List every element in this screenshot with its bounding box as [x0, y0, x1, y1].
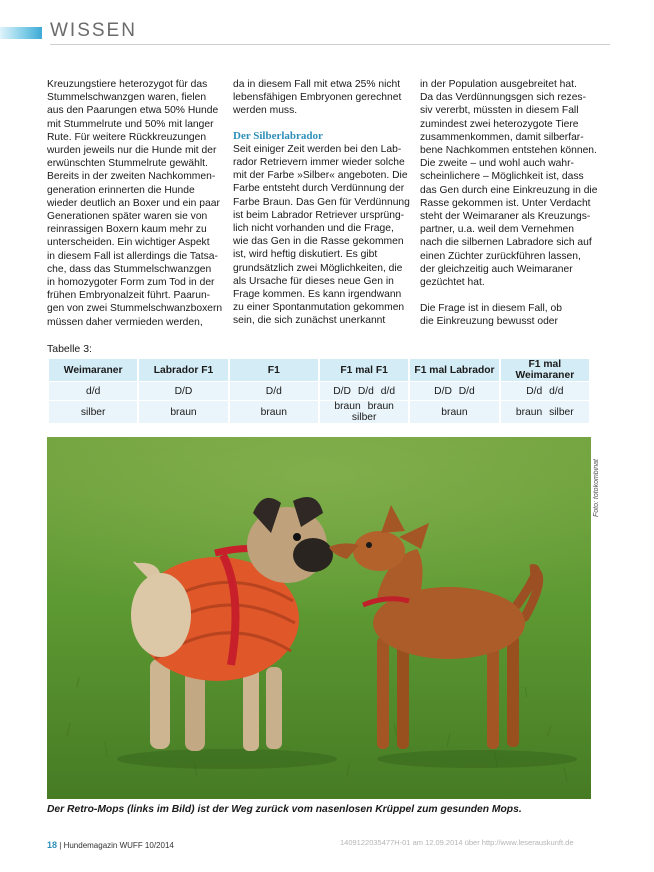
table-cell: braun braun silber	[320, 401, 408, 423]
table-cell: D/d	[230, 382, 318, 400]
magazine-name: Hundemagazin WUFF 10/2014	[63, 841, 174, 850]
dogs-photo	[47, 437, 591, 799]
text-column-1	[47, 78, 225, 329]
paragraph: da in diesem Fall mit etwa 25% nicht lebensfähigen Embryonen gerechnet werden muss.	[233, 79, 402, 117]
table-cell: braun	[139, 401, 227, 423]
page-number: 18	[47, 840, 58, 850]
photo-caption: Der Retro-Mops (links im Bild) ist der Weg zurück vom nasenlosen Krüppel zum gesunden Mops.	[47, 804, 522, 815]
header-rule	[50, 44, 610, 45]
table-cell: D/D D/d	[410, 382, 498, 400]
subheading: Der Silberlabrador	[233, 129, 323, 142]
table-cell: D/d d/d	[501, 382, 589, 400]
section-title: WISSEN	[50, 20, 137, 41]
footer-divider: |	[59, 841, 64, 850]
table-header-row	[49, 359, 589, 381]
text-column-3	[420, 78, 598, 329]
paragraph: Die Frage ist in diesem Fall, ob die Einkreuzung bewusst oder	[420, 303, 562, 328]
table-cell: braun	[410, 401, 498, 423]
table-row	[49, 401, 589, 423]
table-cell: d/d	[49, 382, 137, 400]
table-caption: Tabelle 3:	[47, 343, 92, 355]
table-header-cell: F1 mal Weimaraner	[501, 359, 589, 381]
table-header-cell: Labrador F1	[139, 359, 227, 381]
table-header-cell: F1	[230, 359, 318, 381]
table-header-cell: F1 mal F1	[320, 359, 408, 381]
section-accent-bar	[0, 27, 42, 39]
photo-credit: Foto: fotokombinat	[593, 459, 600, 517]
table-cell: braun	[230, 401, 318, 423]
table-cell: D/D	[139, 382, 227, 400]
download-watermark: 1409122035477H-01 am 12.09.2014 über http://www.leserauskunft.de	[340, 838, 574, 847]
table-header-cell: F1 mal Labrador	[410, 359, 498, 381]
paragraph: in der Population ausgebreitet hat. Da das Verdünnungsgen sich rezes- siv vererbt, müssten in diesem Fall zumindest zwei heterozygote Tiere zusammenkommen, damit silberfar- bene Nachkommen entstehen können. Die zweite – und wohl auch wahr- scheinlichere – Möglichkeit ist, dass das Gen durch eine Einkreuzung in die Rasse gekommen ist. Unter Verdacht steht der Weimaraner als Kreuzungs- partner, u.a. weil dem Vernehmen nach die silbernen Labradore sich auf einen Züchter zurückführen lassen, der gleichzeitig auch Weimaraner gezüchtet hat.	[420, 79, 598, 289]
text-column-2	[233, 78, 411, 328]
genetics-table	[47, 358, 591, 424]
page-footer	[47, 840, 174, 850]
table-header-cell: Weimaraner	[49, 359, 137, 381]
table-cell: braun silber	[501, 401, 589, 423]
dogs-photo-illustration	[47, 437, 591, 799]
paragraph: Kreuzungstiere heterozygot für das Stummelschwanzgen waren, fielen aus den Paarungen etwa 50% Hunde mit Stummelrute und 50% mit langer Rute. Für weitere Rückkreuzungen wurden jeweils nur die Hunde mit der erwünschten Stummelrute gewählt. Bereits in der zweiten Nachkommen- generation erinnerten die Hunde wieder deutlich an Boxer und ein paar Generationen später waren sie von reinrassigen Boxern kaum mehr zu unterscheiden. Ein wichtiger Aspekt in diesem Fall ist allerdings die Tatsa- che, dass das Stummelschwanzgen in homozygoter Form zum Tod in der frühen Embryonalzeit führt. Paarun- gen von zwei Stummelschwanzboxern müssen daher vermieden werden,	[47, 79, 223, 328]
table-cell: D/D D/d d/d	[320, 382, 408, 400]
table-row	[49, 382, 589, 400]
table-cell: silber	[49, 401, 137, 423]
paragraph: Seit einiger Zeit werden bei den Lab- rador Retrievern immer wieder solche mit der Farbe »Silber« angeboten. Die Farbe entsteht durch Verdünnung der Farbe Braun. Das Gen für Verdünnung ist beim Labrador Retriever ursprüng- lich nicht vorhanden und die Frage, wie das Gen in die Rasse gekommen ist, wird heftig diskutiert. Es gibt grundsätzlich zwei Möglichkeiten, die als Ursache für dieses neue Gen in Frage kommen. Es kann irgendwann zu einer Spontanmutation gekommen sein, die sich zunächst unerkannt	[233, 143, 410, 327]
